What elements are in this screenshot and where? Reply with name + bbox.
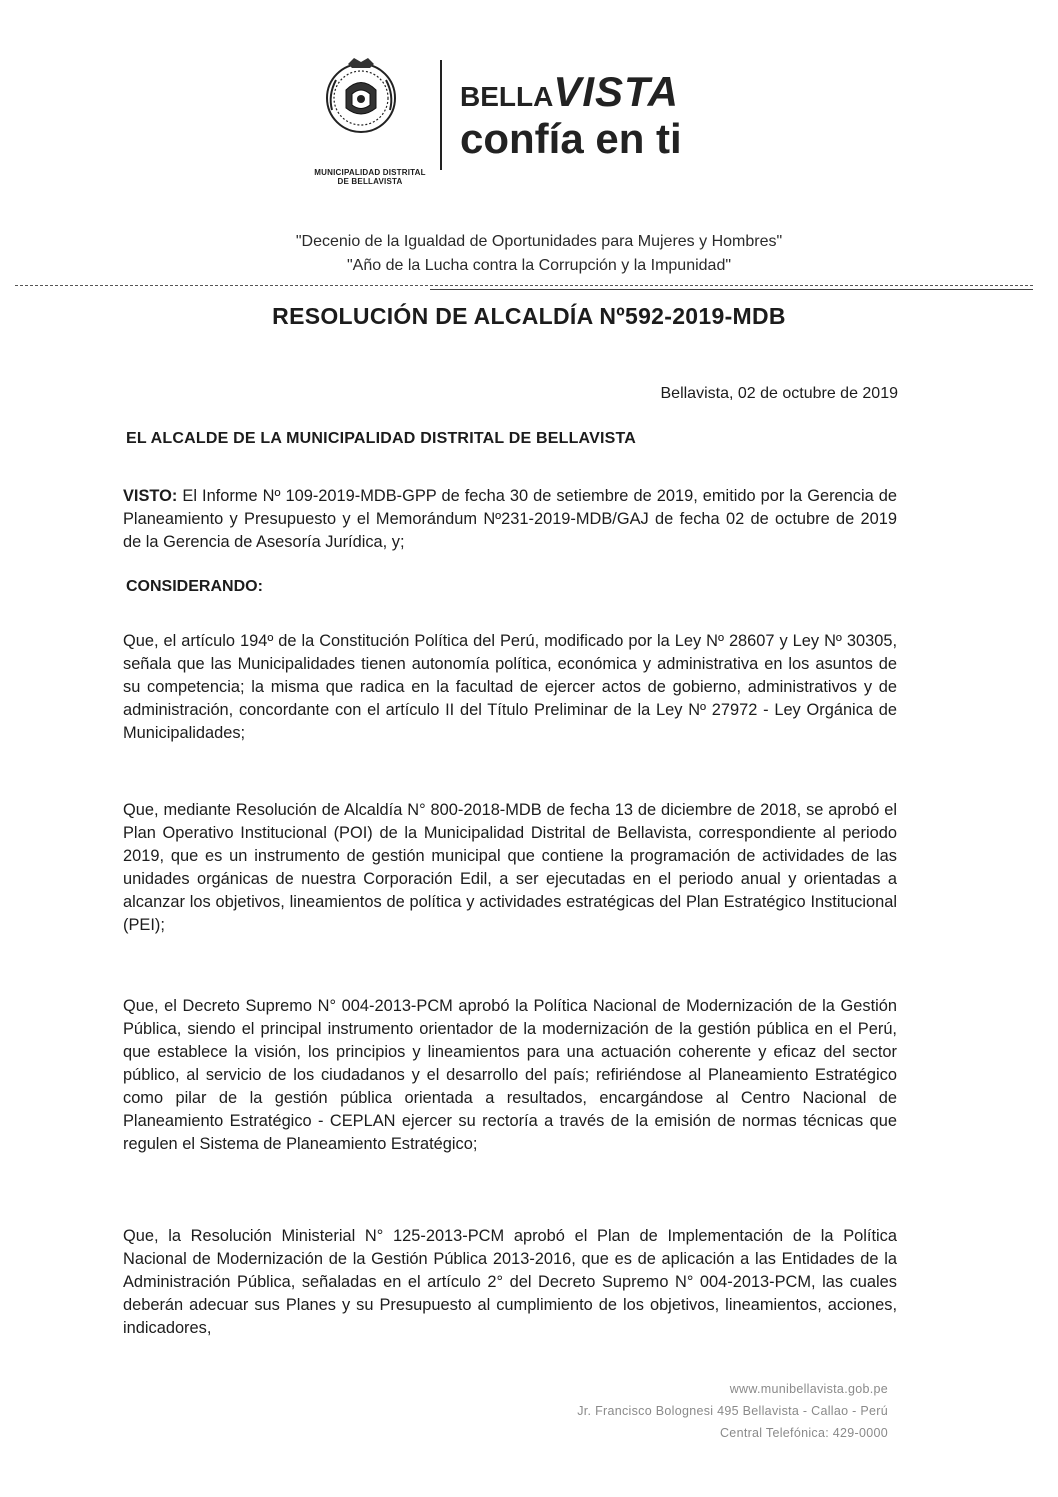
brand-vista: VISTA — [553, 68, 679, 115]
document-issuer: EL ALCALDE DE LA MUNICIPALIDAD DISTRITAL DE BELLAVISTA — [126, 430, 637, 447]
brand-bella: BELLA — [460, 81, 554, 112]
visto-paragraph — [123, 485, 897, 554]
seal-caption — [300, 168, 440, 186]
municipal-seal-icon — [316, 50, 406, 140]
slogan-decenio: "Decenio de la Igualdad de Oportunidades para Mujeres y Hombres" — [295, 233, 783, 250]
seal-caption-line1: MUNICIPALIDAD DISTRITAL — [314, 168, 426, 177]
visto-label: VISTO: — [123, 487, 178, 505]
header-rule-solid — [430, 289, 1033, 290]
considerando-paragraph-2: Que, mediante Resolución de Alcaldía N° 800-2018-MDB de fecha 13 de diciembre de 2018, se aprobó el Plan Operativo Institucional (POI) de la Municipalidad Distrital de Bellavista, correspondiente al periodo 2019, que es un instrumento de gestión municipal que contiene la programación de actividades de las unidades orgánicas de nuestra Corporación Edil, a ser ejecutadas en el periodo anual y orientadas a alcanzar los objetivos, lineamientos de política y actividades estratégicas del Plan Estratégico Institucional (PEI); — [123, 801, 897, 934]
letterhead — [300, 40, 720, 186]
footer-phone: Central Telefónica: 429-0000 — [719, 1426, 888, 1440]
visto-text: El Informe Nº 109-2019-MDB-GPP de fecha 30 de setiembre de 2019, emitido por la Gerencia de Planeamiento y Presupuesto y el Memorándum Nº231-2019-MDB/GAJ de fecha 02 de octubre de 2019 de la Gerencia de Asesoría Jurídica, y; — [123, 487, 897, 551]
footer-contact — [577, 1378, 888, 1444]
brand-logo — [460, 68, 682, 162]
seal-caption-line2: DE BELLAVISTA — [337, 177, 403, 186]
considerando-heading: CONSIDERANDO: — [126, 578, 263, 595]
considerando-paragraph-1: Que, el artículo 194º de la Constitución Política del Perú, modificado por la Ley Nº 28607 y Ley Nº 30305, señala que las Municipalidades tienen autonomía política, económica y administrativa en los asuntos de su competencia; la misma que radica en la facultad de ejercer actos de gobierno, administrativos y de administración, concordante con el artículo II del Título Preliminar de la Ley Nº 27972 - Ley Orgánica de Municipalidades; — [123, 632, 897, 742]
header-divider — [440, 60, 442, 170]
considerando-paragraph-4: Que, la Resolución Ministerial N° 125-2013-PCM aprobó el Plan de Implementación de la Política Nacional de Modernización de la Gestión Pública 2013-2016, que es de aplicación a las Entidades de la Administración Pública, señaladas en el artículo 2° del Decreto Supremo N° 004-2013-PCM, las cuales deberán adecuar sus Planes y su Presupuesto al cumplimiento de los objetivos, lineamientos, acciones, indicadores, — [123, 1227, 897, 1337]
brand-tagline: confía en ti — [460, 115, 682, 162]
header-rule-dashed — [15, 285, 1033, 286]
footer-website: www.munibellavista.gob.pe — [729, 1382, 888, 1396]
footer-address: Jr. Francisco Bolognesi 495 Bellavista - Callao - Perú — [577, 1404, 888, 1418]
document-date: Bellavista, 02 de octubre de 2019 — [660, 385, 898, 402]
document-title: RESOLUCIÓN DE ALCALDÍA Nº592-2019-MDB — [272, 303, 786, 329]
considerando-paragraph-3: Que, el Decreto Supremo N° 004-2013-PCM aprobó la Política Nacional de Modernización de la Gestión Pública, siendo el principal instrumento orientador de la modernización de la gestión pública en el Perú, que establece la visión, los principios y lineamientos para una actuación coherente y eficaz del sector público, al servicio de los ciudadanos y el desarrollo del país; refiriéndose al Planeamiento Estratégico como pilar de la gestión pública orientada a resultados, encargándose al Centro Nacional de Planeamiento Estratégico - CEPLAN ejercer su rectoría a través de la emisión de normas técnicas que regulen el Sistema de Planeamiento Estratégico; — [123, 997, 897, 1153]
slogan-anio: "Año de la Lucha contra la Corrupción y la Impunidad" — [346, 257, 732, 274]
